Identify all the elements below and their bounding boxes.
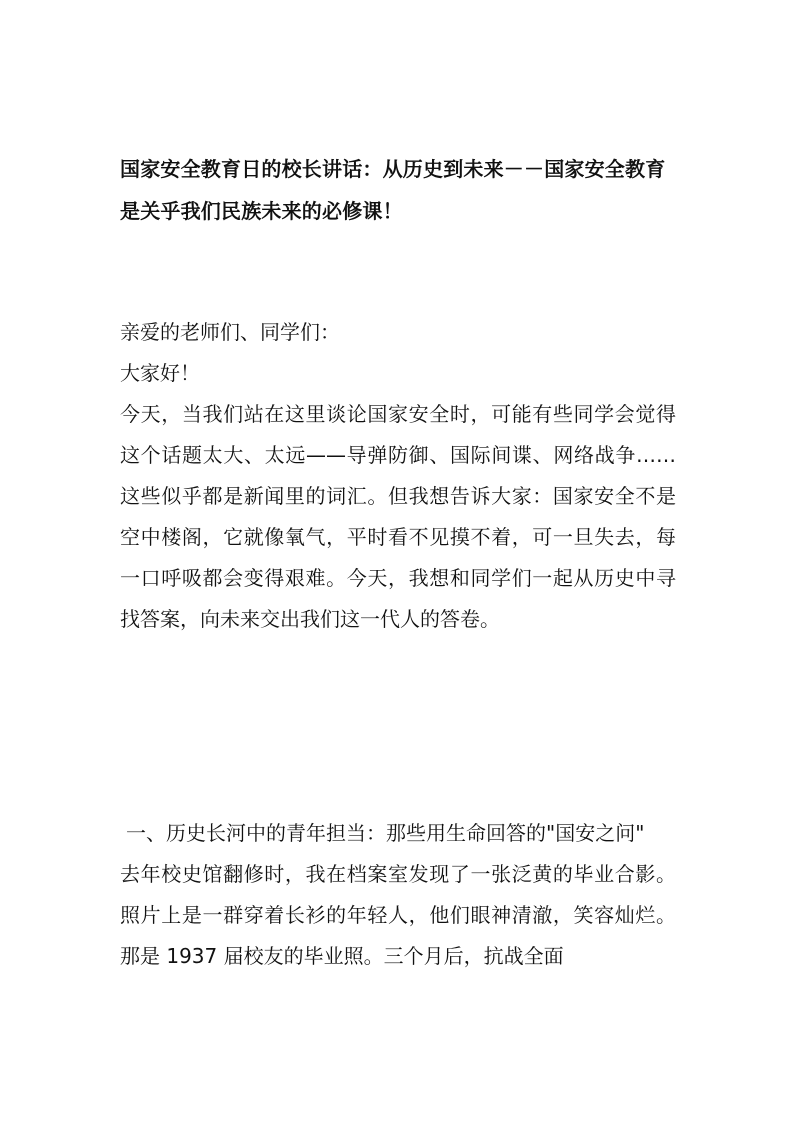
section-1 xyxy=(120,813,676,977)
document-title: 国家安全教育日的校长讲话：从历史到未来－－国家安全教育是关乎我们民族未来的必修课！ xyxy=(120,157,666,223)
intro-block xyxy=(120,312,676,640)
section-heading: 一、历史长河中的青年担当：那些用生命回答的"国安之问" xyxy=(126,821,645,845)
greeting: 亲爱的老师们、同学们： xyxy=(120,320,340,344)
salutation: 大家好！ xyxy=(120,361,200,385)
section-paragraph: 去年校史馆翻修时，我在档案室发现了一张泛黄的毕业合影。照片上是一群穿着长衫的年轻人，他们眼神清澈，笑容灿烂。那是 1937 届校友的毕业照。三个月后，抗战全面 xyxy=(120,862,676,968)
intro-paragraph: 今天，当我们站在这里谈论国家安全时，可能有些同学会觉得这个话题太大、太远——导弹防御、国际间谍、网络战争……这些似乎都是新闻里的词汇。但我想告诉大家：国家安全不是空中楼阁，它就像氧气，平时看不见摸不着，可一旦失去，每一口呼吸都会变得艰难。今天，我想和同学们一起从历史中寻找答案，向未来交出我们这一代人的答卷。 xyxy=(120,402,676,631)
